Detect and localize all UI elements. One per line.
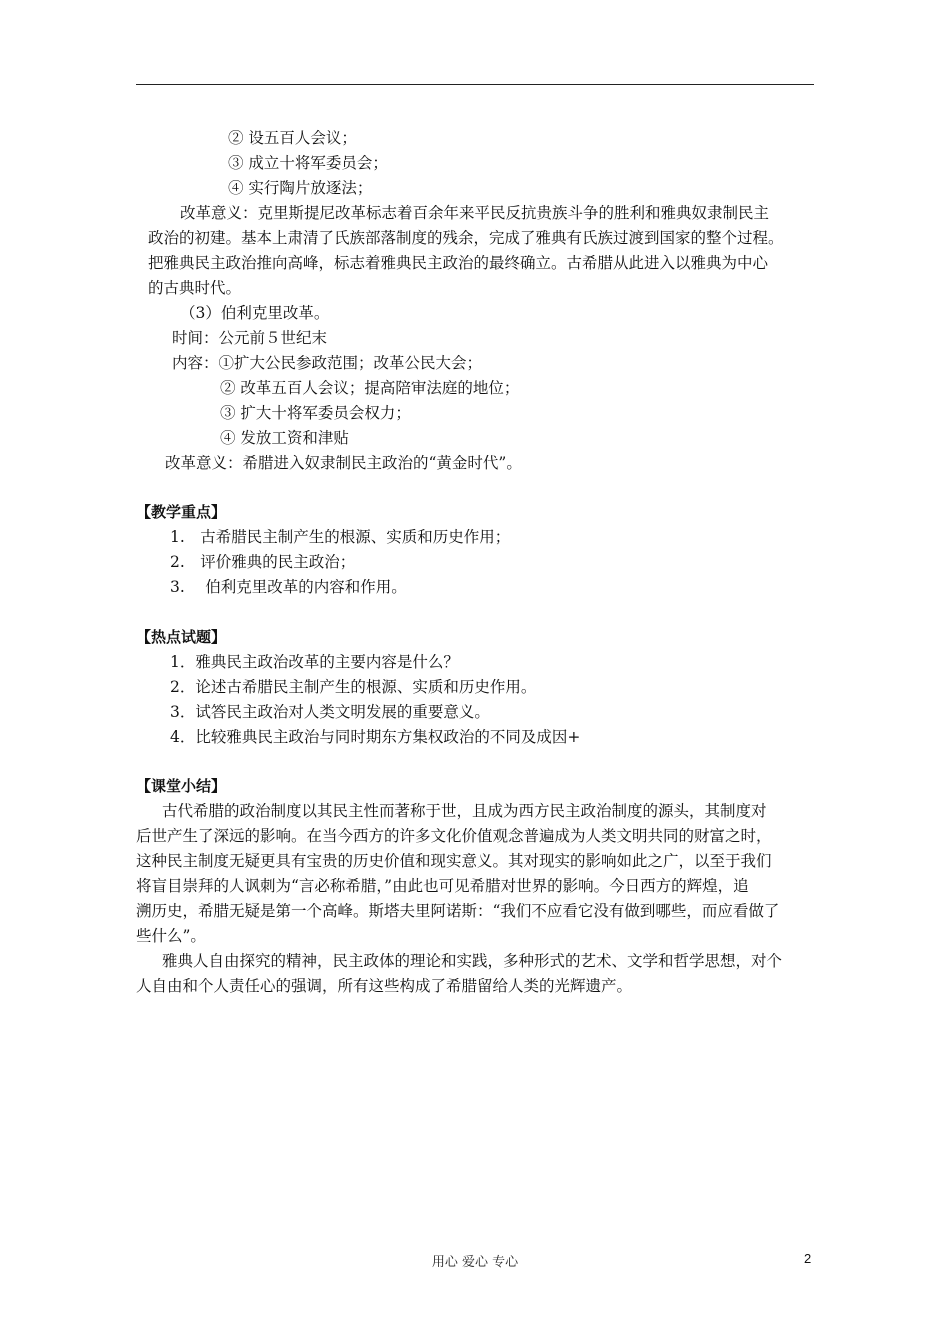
paragraph-line: 这种民主制度无疑更具有宝贵的历史价值和现实意义。其对现实的影响如此之广，以至于我们	[136, 852, 772, 870]
list-item: 1．雅典民主政治改革的主要内容是什么？	[170, 653, 459, 671]
list-item: ② 改革五百人会议；提高陪审法庭的地位；	[220, 379, 520, 397]
paragraph-line: 内容：①扩大公民参政范围；改革公民大会；	[172, 354, 483, 372]
paragraph-line: 改革意义：克里斯提尼改革标志着百余年来平民反抗贵族斗争的胜利和雅典奴隶制民主	[180, 204, 770, 222]
paragraph-line: 溯历史，希腊无疑是第一个高峰。斯塔夫里阿诺斯：“我们不应看它没有做到哪些，而应看做了	[136, 902, 780, 920]
footer-text: 用心 爱心 专心	[431, 1255, 519, 1270]
list-item: ④ 实行陶片放逐法；	[228, 179, 373, 197]
list-item: ③ 成立十将军委员会；	[228, 154, 388, 172]
paragraph-line: 的古典时代。	[148, 279, 242, 297]
list-item: 2. 评价雅典的民主政治；	[170, 553, 356, 571]
section-heading: 【教学重点】	[136, 503, 227, 521]
paragraph-line: 些什么”。	[136, 927, 206, 945]
paragraph-line: 改革意义：希腊进入奴隶制民主政治的“黄金时代”。	[165, 454, 522, 472]
paragraph-line: 政治的初建。基本上肃清了氏族部落制度的残余，完成了雅典有氏族过渡到国家的整个过程。	[148, 229, 784, 247]
list-item: 4．比较雅典民主政治与同时期东方集权政治的不同及成因+	[170, 728, 581, 746]
paragraph-line: 将盲目崇拜的人讽刺为“言必称希腊，”由此也可见希腊对世界的影响。今日西方的辉煌，追	[136, 877, 749, 895]
header-rule	[136, 84, 814, 85]
paragraph-line: 后世产生了深远的影响。在当今西方的许多文化价值观念普遍成为人类文明共同的财富之时，	[136, 827, 772, 845]
list-item: ④ 发放工资和津贴	[220, 429, 349, 447]
list-item: ② 设五百人会议；	[228, 129, 357, 147]
list-item: 1. 古希腊民主制产生的根源、实质和历史作用；	[170, 528, 511, 546]
page-number: 2	[804, 1251, 812, 1266]
paragraph-line: 人自由和个人责任心的强调，所有这些构成了希腊留给人类的光辉遗产。	[136, 977, 633, 995]
section-subtitle: （3）伯利克里改革。	[180, 304, 330, 322]
section-heading: 【课堂小结】	[136, 777, 227, 795]
list-item: 3. 伯利克里改革的内容和作用。	[170, 578, 407, 596]
paragraph-line: 雅典人自由探究的精神，民主政体的理论和实践，多种形式的艺术、文学和哲学思想，对个	[162, 952, 783, 970]
paragraph-line: 古代希腊的政治制度以其民主性而著称于世，且成为西方民主政治制度的源头，其制度对	[162, 802, 767, 820]
section-heading: 【热点试题】	[136, 628, 227, 646]
list-item: ③ 扩大十将军委员会权力；	[220, 404, 411, 422]
list-item: 2．论述古希腊民主制产生的根源、实质和历史作用。	[170, 678, 537, 696]
paragraph-line: 时间：公元前５世纪末	[172, 329, 328, 347]
list-item: 3．试答民主政治对人类文明发展的重要意义。	[170, 703, 490, 721]
paragraph-line: 把雅典民主政治推向高峰，标志着雅典民主政治的最终确立。古希腊从此进入以雅典为中心	[148, 254, 769, 272]
